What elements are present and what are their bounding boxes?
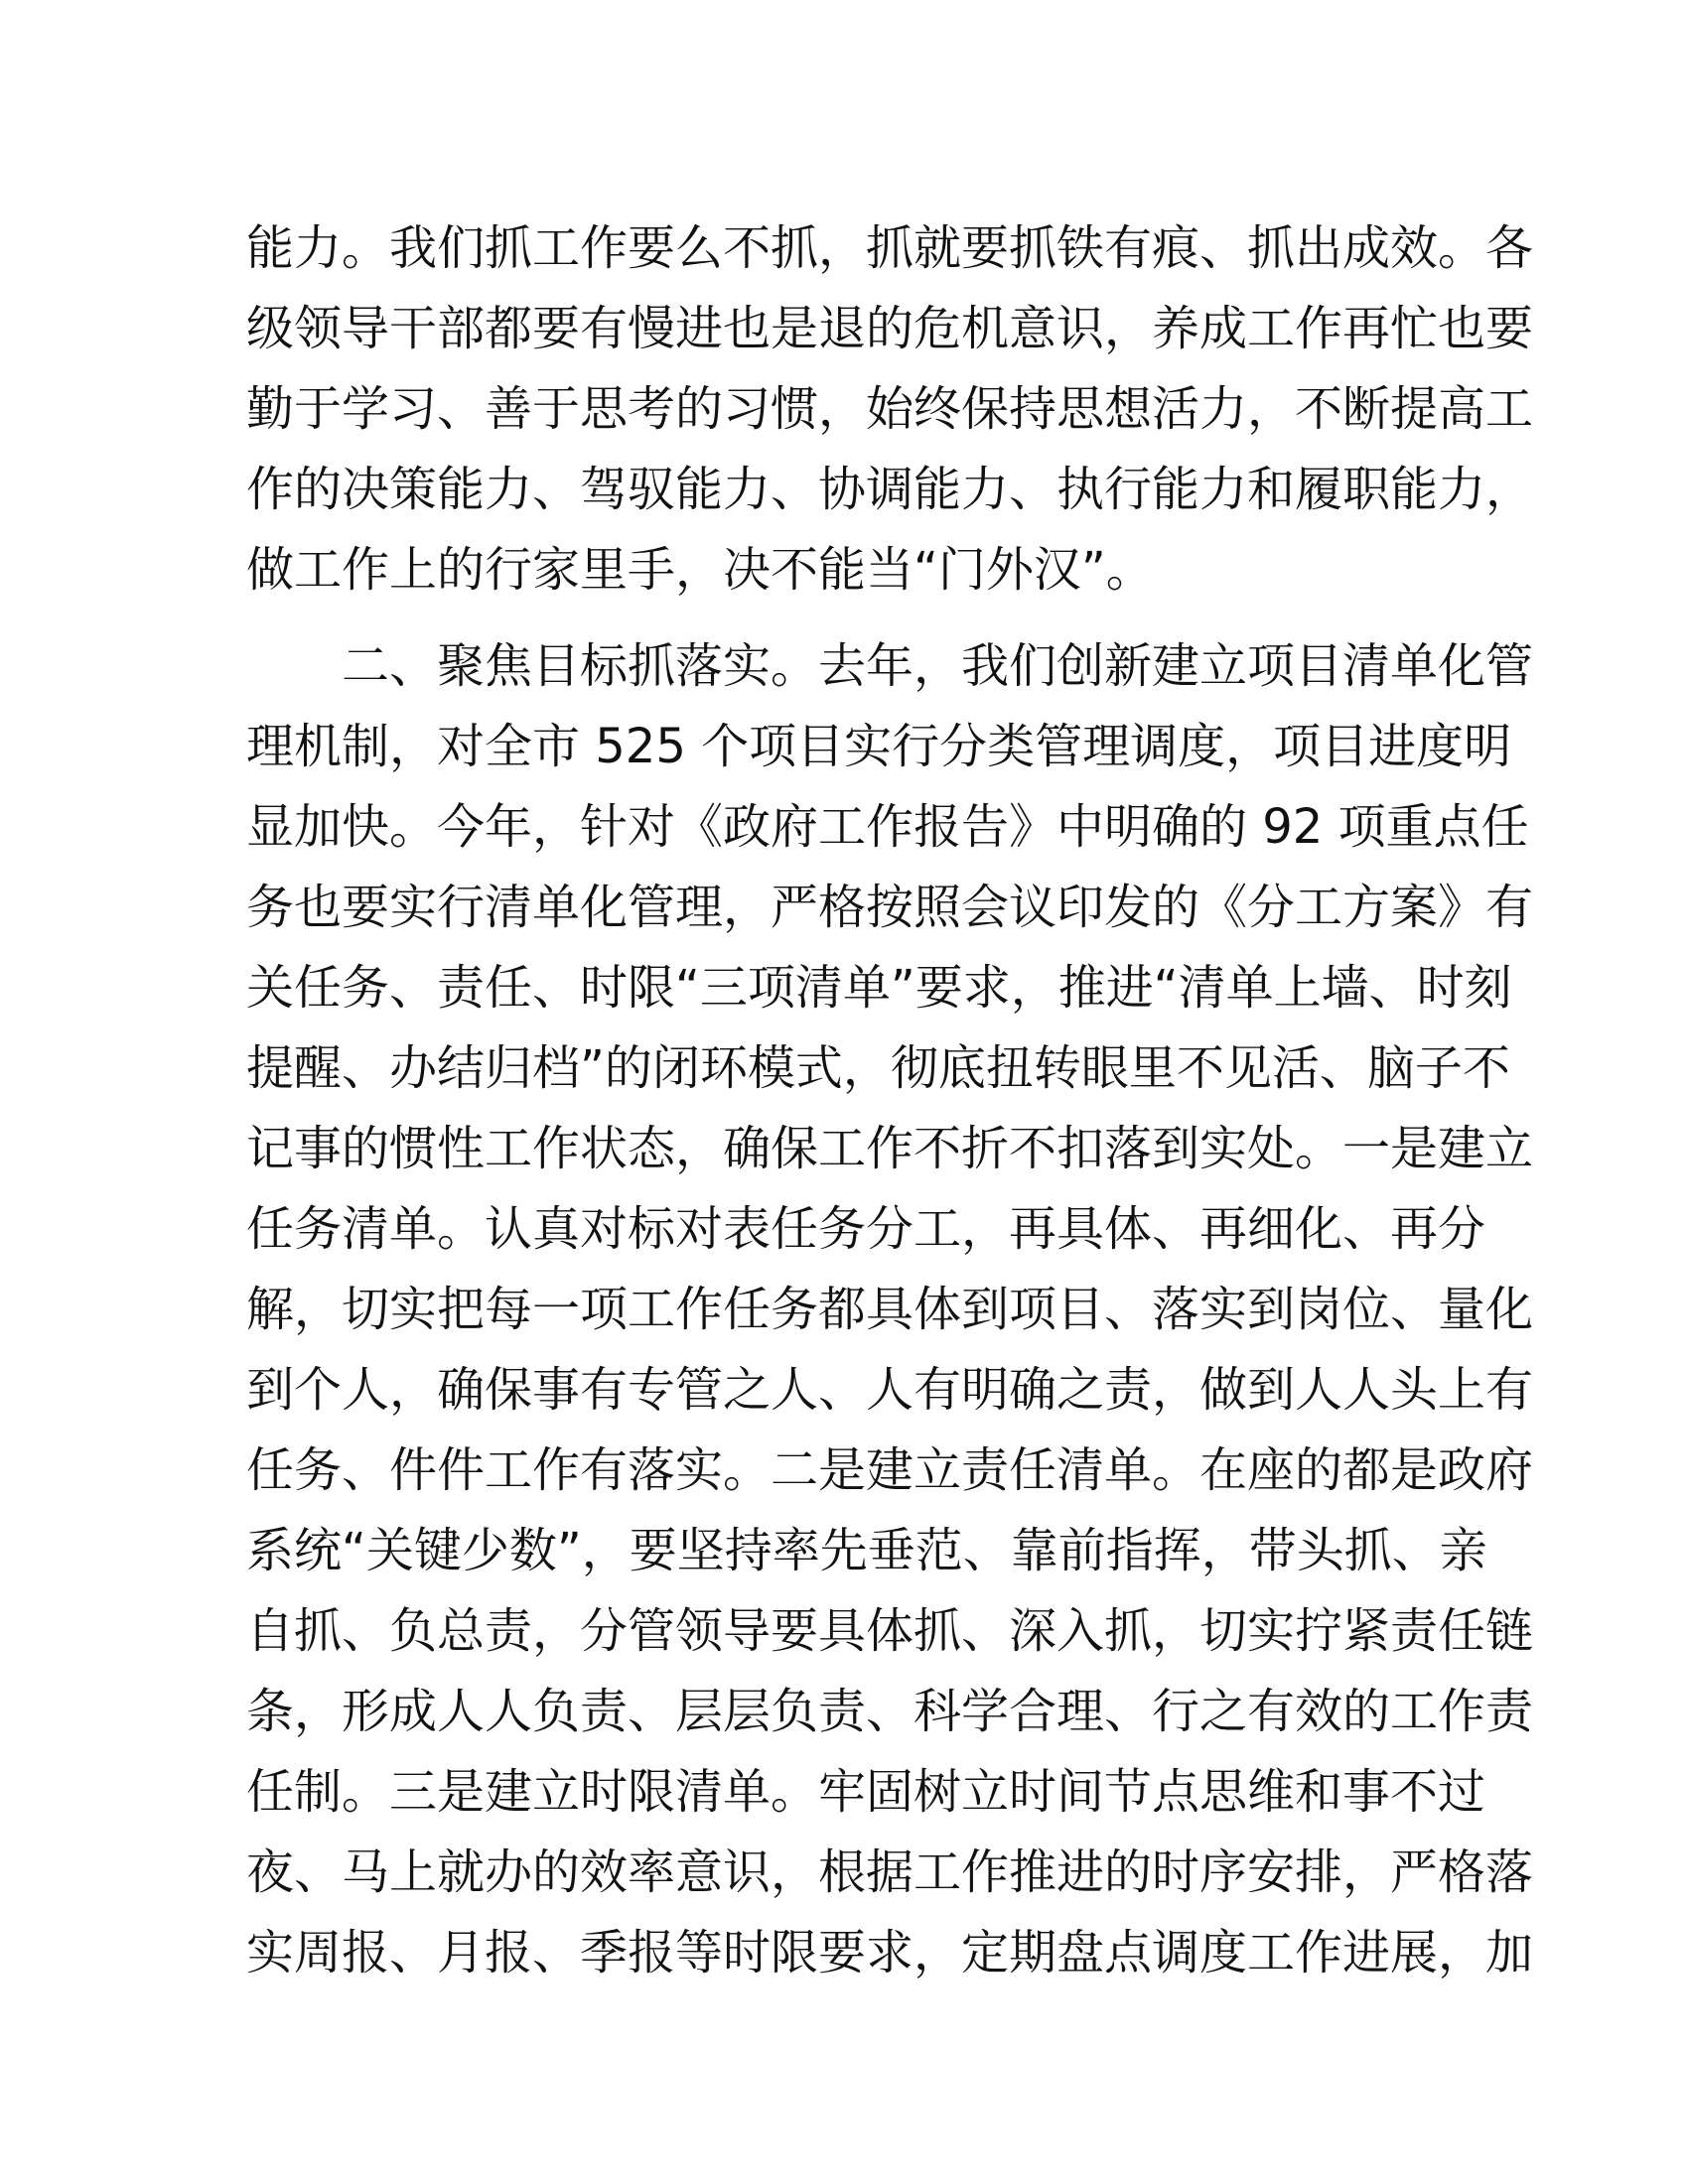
paragraph-gap [246,611,1442,626]
text-line: 任制。三是建立时限清单。牢固树立时间节点思维和事不过 [246,1764,1486,1820]
text-line: 勤于学习、善于思考的习惯，始终保持思想活力，不断提高工 [246,381,1534,437]
text-line: 条，形成人人负责、层层负责、科学合理、行之有效的工作责 [246,1684,1534,1739]
text-line: 夜、马上就办的效率意识，根据工作推进的时序安排，严格落 [246,1844,1534,1900]
text-line: 到个人，确保事有专管之人、人有明确之责，做到人人头上有 [246,1362,1534,1418]
text-line: 级领导干部都要有慢进也是退的危机意识，养成工作再忙也要 [246,301,1534,356]
text-line: 作的决策能力、驾驭能力、协调能力、执行能力和履职能力， [246,462,1534,517]
text-line: 务也要实行清单化管理，严格按照会议印发的《分工方案》有 [246,880,1534,935]
text-line: 能力。我们抓工作要么不抓，抓就要抓铁有痕、抓出成效。各 [246,220,1534,276]
text-line: 关任务、责任、时限“三项清单”要求，推进“清单上墙、时刻 [246,960,1512,1016]
text-line: 二、聚焦目标抓落实。去年，我们创新建立项目清单化管 [342,638,1534,694]
text-line: 实周报、月报、季报等时限要求，定期盘点调度工作进展，加 [246,1925,1534,1980]
text-line: 系统“关键少数”，要坚持率先垂范、靠前指挥，带头抓、亲 [246,1523,1487,1578]
text-line: 做工作上的行家里手，决不能当“门外汉”。 [246,542,1154,598]
text-line: 任务清单。认真对标对表任务分工，再具体、再细化、再分 [246,1201,1486,1257]
body-text [246,208,1534,1993]
text-line: 任务、件件工作有落实。二是建立责任清单。在座的都是政府 [246,1442,1534,1498]
text-line: 记事的惯性工作状态，确保工作不折不扣落到实处。一是建立 [246,1121,1534,1176]
text-line: 解，切实把每一项工作任务都具体到项目、落实到岗位、量化 [246,1282,1534,1337]
text-line: 理机制，对全市 525 个项目实行分类管理调度，项目进度明 [246,719,1512,774]
text-line: 提醒、办结归档”的闭环模式，彻底扭转眼里不见活、脑子不 [246,1040,1510,1096]
text-line: 显加快。今年，针对《政府工作报告》中明确的 92 项重点任 [246,799,1529,855]
text-line: 自抓、负总责，分管领导要具体抓、深入抓，切实拧紧责任链 [246,1603,1534,1659]
